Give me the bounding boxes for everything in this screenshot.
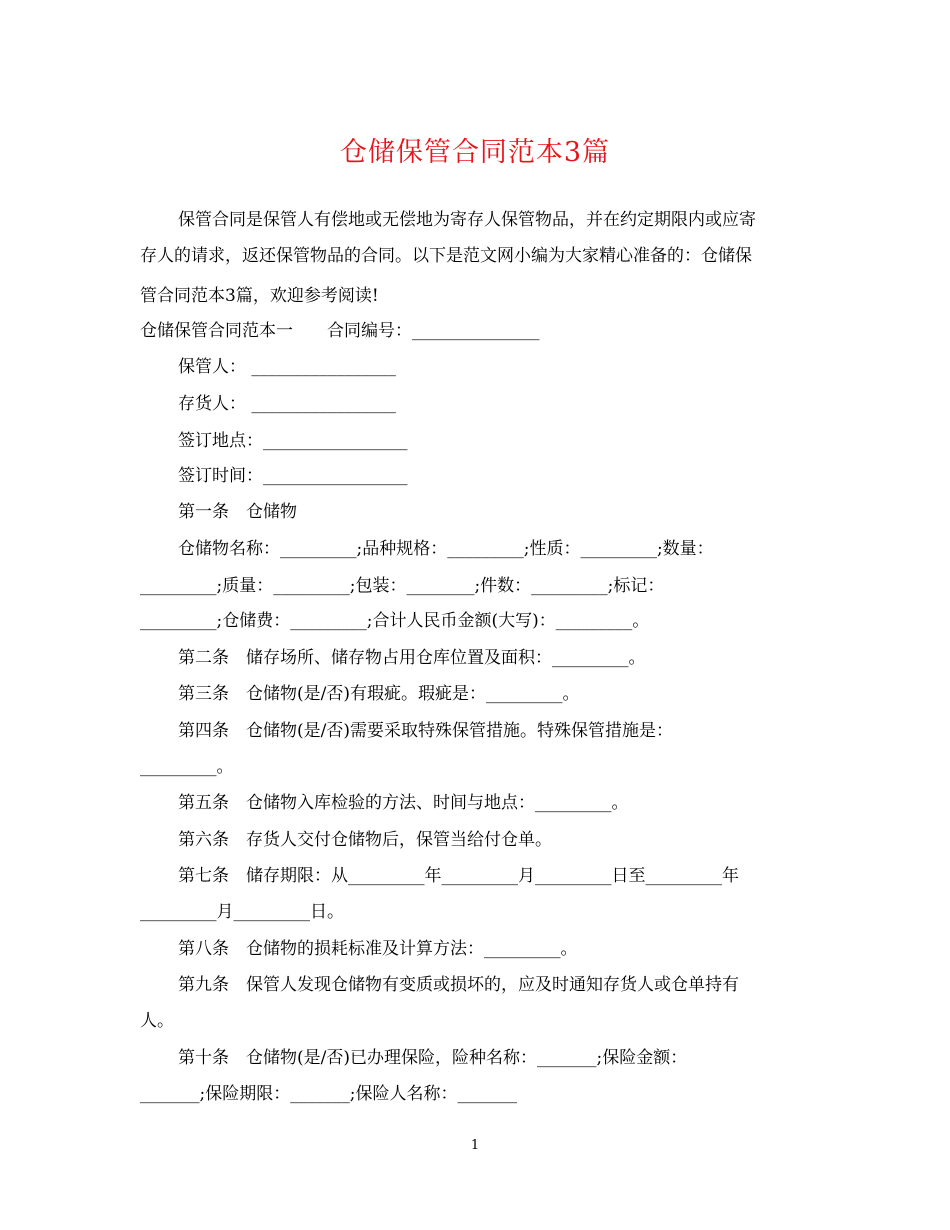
article-1-line-2: _________;质量：_________;包装：________;件数：_________;标记： — [140, 576, 665, 596]
article-7-line-2: _________月_________日。 — [140, 902, 344, 922]
article-10-line-1: 第十条 仓储物(是/否)已办理保险，险种名称：_______;保险金额： — [178, 1048, 688, 1068]
article-9-line-2: 人。 — [140, 1011, 174, 1031]
sign-time-field: 签订时间：_________________ — [178, 466, 408, 486]
article-3: 第三条 仓储物(是/否)有瑕疵。瑕疵是：_________。 — [178, 684, 580, 704]
page-number: 1 — [470, 1138, 480, 1153]
intro-line-1: 保管合同是保管人有偿地或无偿地为寄存人保管物品，并在约定期限内或应寄 — [178, 210, 756, 230]
article-2: 第二条 储存场所、储存物占用仓库位置及面积：_________。 — [178, 648, 646, 668]
article-1-line-3: _________;仓储费：_________;合计人民币金额(大写)：_________。 — [140, 611, 650, 631]
document-title: 仓储保管合同范本3篇 — [339, 137, 611, 168]
article-6: 第六条 存货人交付仓储物后，保管当给付仓单。 — [178, 830, 552, 850]
keeper-field: 保管人： _________________ — [178, 357, 396, 377]
intro-line-2: 存人的请求，返还保管物品的合同。以下是范文网小编为大家精心准备的：仓储保 — [140, 246, 752, 266]
depositor-field: 存货人： _________________ — [178, 394, 396, 414]
article-4-line-1: 第四条 仓储物(是/否)需要采取特殊保管措施。特殊保管措施是： — [178, 721, 673, 741]
article-4-line-2: _________。 — [140, 757, 234, 777]
article-5: 第五条 仓储物入库检验的方法、时间与地点：_________。 — [178, 793, 629, 813]
article-10-line-2: _______;保险期限：_______;保险人名称：_______ — [140, 1084, 517, 1104]
article-9-line-1: 第九条 保管人发现仓储物有变质或损坏的，应及时通知存货人或仓单持有 — [178, 975, 739, 995]
article-1-line-1: 仓储物名称：_________;品种规格：_________;性质：_________;数量： — [178, 539, 714, 559]
contract-heading: 仓储保管合同范本一 合同编号：_______________ — [140, 321, 540, 341]
article-1-title: 第一条 仓储物 — [178, 502, 297, 522]
article-8: 第八条 仓储物的损耗标准及计算方法：_________。 — [178, 939, 578, 959]
intro-line-3: 管合同范本3篇，欢迎参考阅读! — [140, 286, 379, 306]
sign-place-field: 签订地点：_________________ — [178, 431, 408, 451]
article-7-line-1: 第七条 储存期限：从_________年_________月_________日至_________年 — [178, 866, 739, 886]
